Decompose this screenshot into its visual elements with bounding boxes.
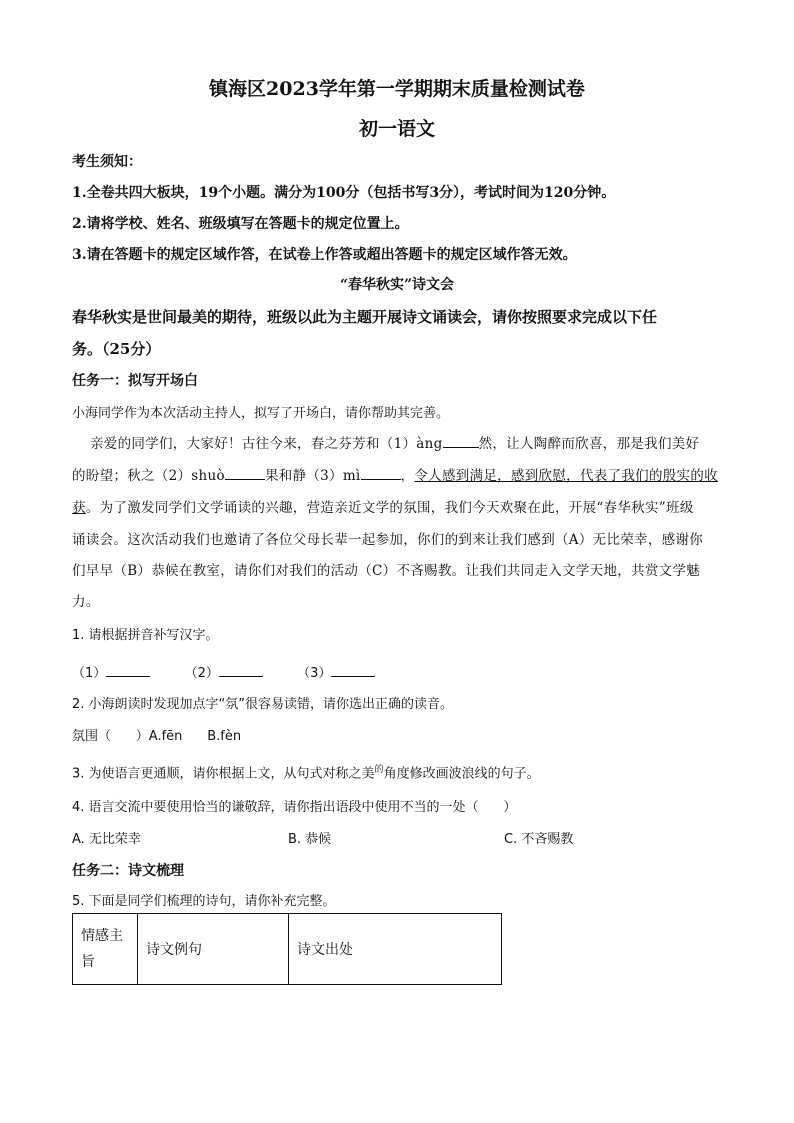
header-example: 诗文例句 [138,914,289,985]
exam-subtitle: 初一语文 [358,118,435,140]
question-2-options: 氛围（ ）A.fēn B.fèn [72,729,242,744]
wavy-line-sentence: 令人感到满足，感到欣慰，代表了我们的殷实的收 [414,468,718,484]
question-4: 4. 语言交流中要使用恰当的谦敬辞，请你指出语段中使用不当的一处（ ） [72,800,517,815]
blank-1[interactable] [443,433,479,448]
section-intro-line1: 春华秋实是世间最美的期待，班级以此为主题开展诗文诵读会，请你按照要求完成以下任 [72,308,658,326]
task1-desc: 小海同学作为本次活动主持人，拟写了开场白，请你帮助其完善。 [72,406,450,421]
answer-blank-1[interactable] [106,662,150,677]
passage-line-3: 获。为了激发同学们文学诵读的兴趣，营造亲近文学的氛围，我们今天欢聚在此，开展“春华秋实”班级 [72,500,694,516]
header-theme: 情感主旨 [73,914,138,985]
notice-item-1: 1.全卷共四大板块，19个小题。满分为100分（包括书写3分），考试时间为120分钟。 [72,185,616,201]
answer-blank-3[interactable] [331,662,375,677]
exam-title: 镇海区2023学年第一学期期末质量检测试卷 [209,78,585,100]
section-intro-line2: 务。（25分） [72,340,161,358]
notice-item-2: 2.请将学校、姓名、班级填写在答题卡的规定位置上。 [72,216,409,232]
header-source: 诗文出处 [289,914,502,985]
notice-item-3: 3.请在答题卡的规定区域作答，在试卷上作答或超出答题卡的规定区域作答无效。 [72,247,577,263]
table-header-row [73,914,502,985]
question-1: 1. 请根据拼音补写汉字。 [72,628,219,643]
q1-blanks: （1） （2） （3） [72,662,375,681]
task2-title: 任务二：诗文梳理 [72,863,184,879]
q4-option-a[interactable]: A. 无比荣幸 [72,832,141,847]
question-2: 2. 小海朗读时发现加点字“氛”很容易读错，请你选出正确的读音。 [72,697,454,712]
blank-3[interactable] [361,465,401,480]
q4-option-c[interactable]: C. 不吝赐教 [504,832,574,847]
task1-title: 任务一：拟写开场白 [72,373,198,389]
section-title: “春华秋实”诗文会 [339,277,455,293]
passage-line-5: 们早早（B）恭候在教室，请你们对我们的活动（C）不吝赐教。让我们共同走入文学天地，共赏文学魅 [72,563,701,579]
notice-heading: 考生须知： [72,154,142,170]
question-3: 3. 为使语言更通顺，请你根据上文，从句式对称之美$^的$角度修改画波浪线的句子。 [72,765,540,782]
passage-line-4: 诵读会。这次活动我们也邀请了各位父母长辈一起参加，你们的到来让我们感到（A）无比荣幸，感谢你 [72,532,704,548]
passage-line-1: 亲爱的同学们，大家好！古往今来，春之芬芳和（1）àng 然，让人陶醉而欣喜，那是我们美好 [90,432,699,452]
answer-blank-2[interactable] [219,662,263,677]
q4-option-b[interactable]: B. 恭候 [288,832,332,847]
blank-2[interactable] [225,465,265,480]
question-5: 5. 下面是同学们梳理的诗句，请你补充完整。 [72,894,336,909]
poem-table [72,913,502,985]
passage-line-2: 的盼望；秋之（2）shuò 果和静（3）mì ，令人感到满足，感到欣慰，代表了我们的殷实的收 [72,464,718,484]
passage-line-6: 力。 [72,594,100,610]
